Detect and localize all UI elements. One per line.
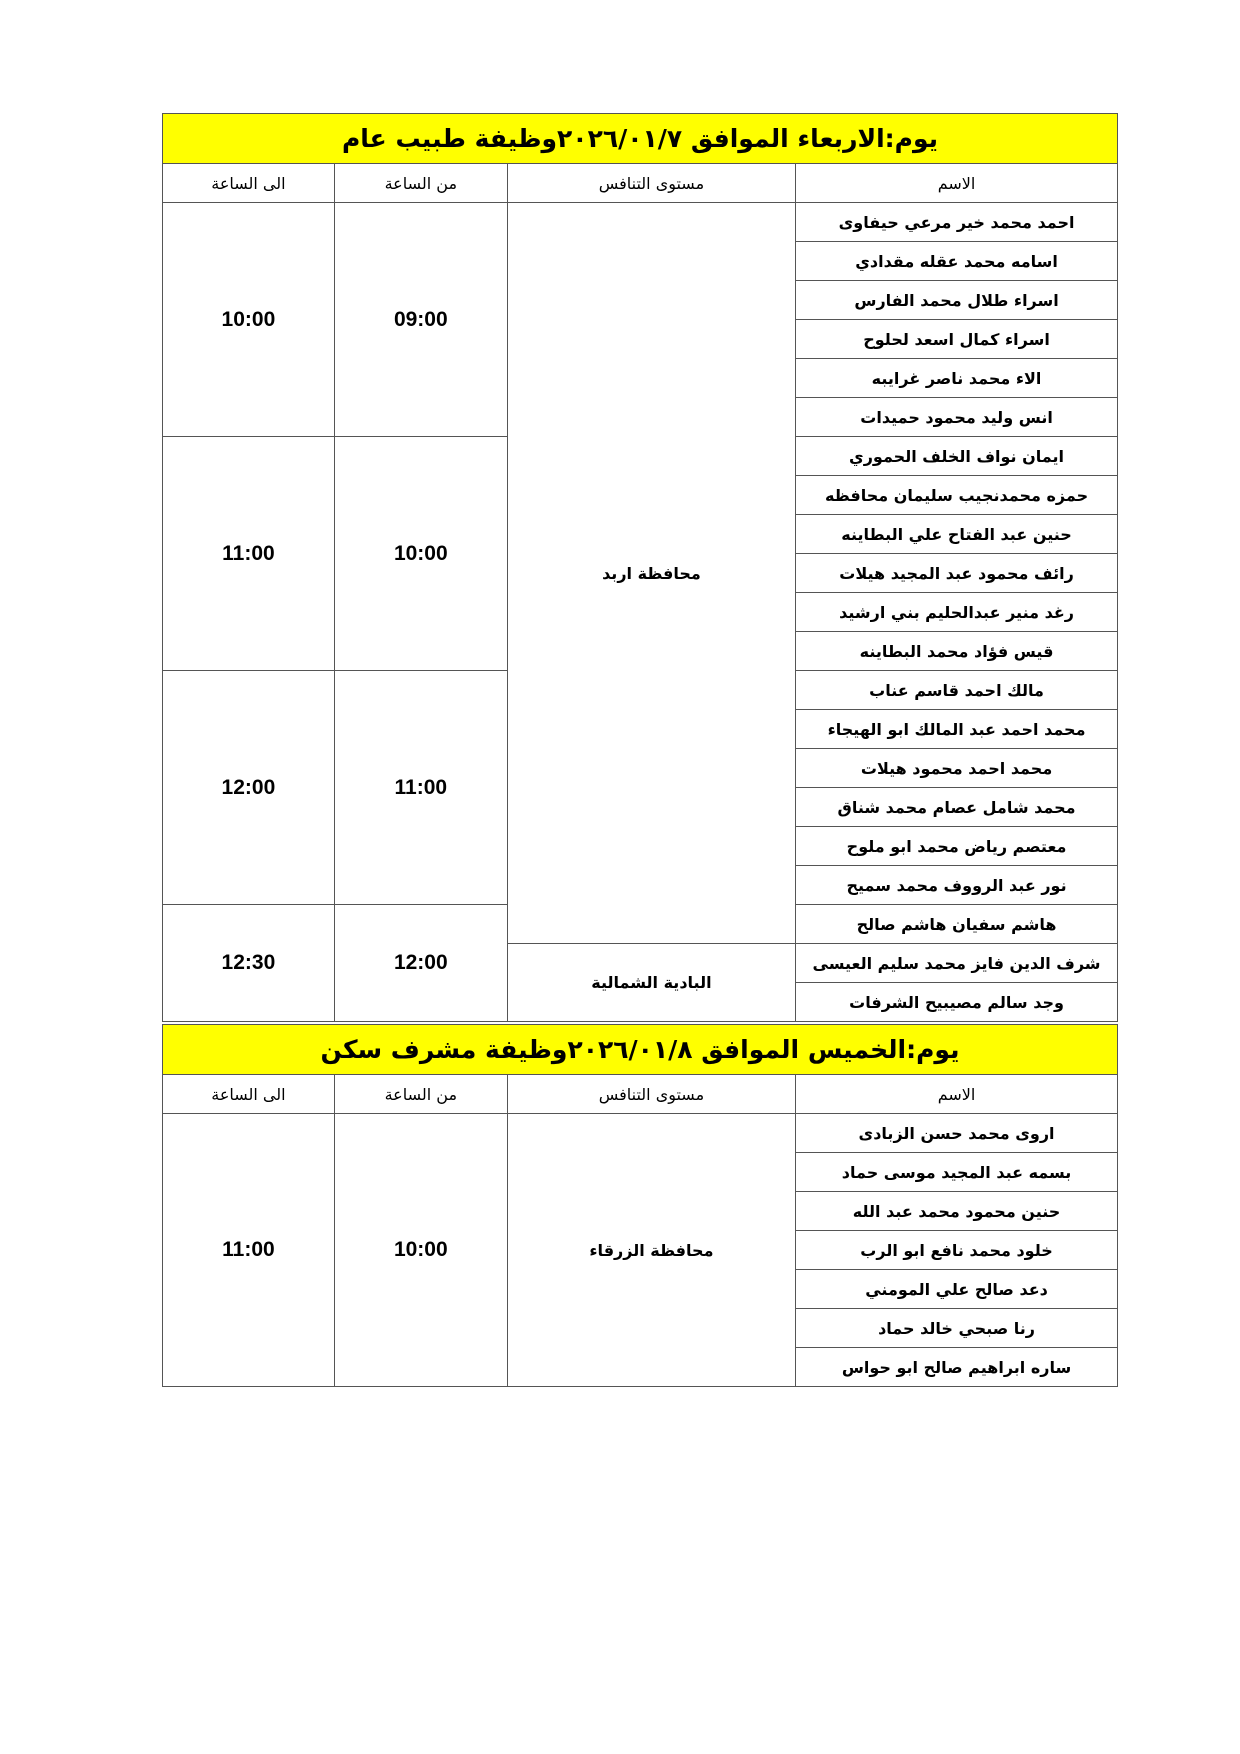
candidate-name: اسراء طلال محمد الفارس <box>796 281 1118 320</box>
header-name: الاسم <box>796 164 1118 203</box>
candidate-name: محمد احمد عبد المالك ابو الهيجاء <box>796 710 1118 749</box>
competition-level: البادية الشمالية <box>507 944 795 1022</box>
candidate-name: ايمان نواف الخلف الحموري <box>796 437 1118 476</box>
candidate-name: شرف الدين فايز محمد سليم العيسى <box>796 944 1118 983</box>
time-from: 12:00 <box>334 905 507 1022</box>
candidate-name: رنا صبحي خالد حماد <box>796 1309 1118 1348</box>
header-to: الى الساعة <box>163 1075 335 1114</box>
header-to: الى الساعة <box>163 164 335 203</box>
time-to: 11:00 <box>163 437 335 671</box>
table-row <box>163 203 1118 242</box>
candidate-name: نور عبد الرووف محمد سميح <box>796 866 1118 905</box>
section-title: يوم:الاربعاء الموافق ٢٠٢٦/٠١/٧وظيفة طبيب عام <box>163 114 1118 164</box>
title-row <box>163 1025 1118 1075</box>
schedule-table-thursday <box>162 1024 1118 1387</box>
candidate-name: حنين عبد الفتاح علي البطاينه <box>796 515 1118 554</box>
header-row <box>163 1075 1118 1114</box>
candidate-name: دعد صالح علي المومني <box>796 1270 1118 1309</box>
candidate-name: مالك احمد قاسم عناب <box>796 671 1118 710</box>
header-from: من الساعة <box>334 164 507 203</box>
candidate-name: هاشم سفيان هاشم صالح <box>796 905 1118 944</box>
title-row <box>163 114 1118 164</box>
section-title: يوم:الخميس الموافق ٢٠٢٦/٠١/٨وظيفة مشرف سكن <box>163 1025 1118 1075</box>
candidate-name: حمزه محمدنجيب سليمان محافظه <box>796 476 1118 515</box>
candidate-name: معتصم رياض محمد ابو ملوح <box>796 827 1118 866</box>
time-to: 11:00 <box>163 1114 335 1387</box>
header-level: مستوى التنافس <box>507 1075 795 1114</box>
candidate-name: حنين محمود محمد عبد الله <box>796 1192 1118 1231</box>
header-row <box>163 164 1118 203</box>
schedule-table-wednesday <box>162 113 1118 1022</box>
candidate-name: اروى محمد حسن الزبادى <box>796 1114 1118 1153</box>
time-from: 10:00 <box>334 1114 507 1387</box>
header-name: الاسم <box>796 1075 1118 1114</box>
header-from: من الساعة <box>334 1075 507 1114</box>
time-from: 10:00 <box>334 437 507 671</box>
candidate-name: رائف محمود عبد المجيد هيلات <box>796 554 1118 593</box>
candidate-name: الاء محمد ناصر غرايبه <box>796 359 1118 398</box>
candidate-name: رغد منير عبدالحليم بني ارشيد <box>796 593 1118 632</box>
candidate-name: خلود محمد نافع ابو الرب <box>796 1231 1118 1270</box>
candidate-name: احمد محمد خير مرعي حيفاوى <box>796 203 1118 242</box>
candidate-name: اسراء كمال اسعد لحلوح <box>796 320 1118 359</box>
candidate-name: قيس فؤاد محمد البطاينه <box>796 632 1118 671</box>
header-level: مستوى التنافس <box>507 164 795 203</box>
time-from: 09:00 <box>334 203 507 437</box>
candidate-name: انس وليد محمود حميدات <box>796 398 1118 437</box>
time-from: 11:00 <box>334 671 507 905</box>
candidate-name: محمد احمد محمود هيلات <box>796 749 1118 788</box>
time-to: 10:00 <box>163 203 335 437</box>
time-to: 12:30 <box>163 905 335 1022</box>
candidate-name: محمد شامل عصام محمد شناق <box>796 788 1118 827</box>
candidate-name: ساره ابراهيم صالح ابو حواس <box>796 1348 1118 1387</box>
candidate-name: وجد سالم مصيبيح الشرفات <box>796 983 1118 1022</box>
candidate-name: بسمه عبد المجيد موسى حماد <box>796 1153 1118 1192</box>
competition-level: محافظة الزرقاء <box>507 1114 795 1387</box>
table-row <box>163 1114 1118 1153</box>
candidate-name: اسامه محمد عقله مقدادي <box>796 242 1118 281</box>
time-to: 12:00 <box>163 671 335 905</box>
competition-level: محافظة اربد <box>507 203 795 944</box>
